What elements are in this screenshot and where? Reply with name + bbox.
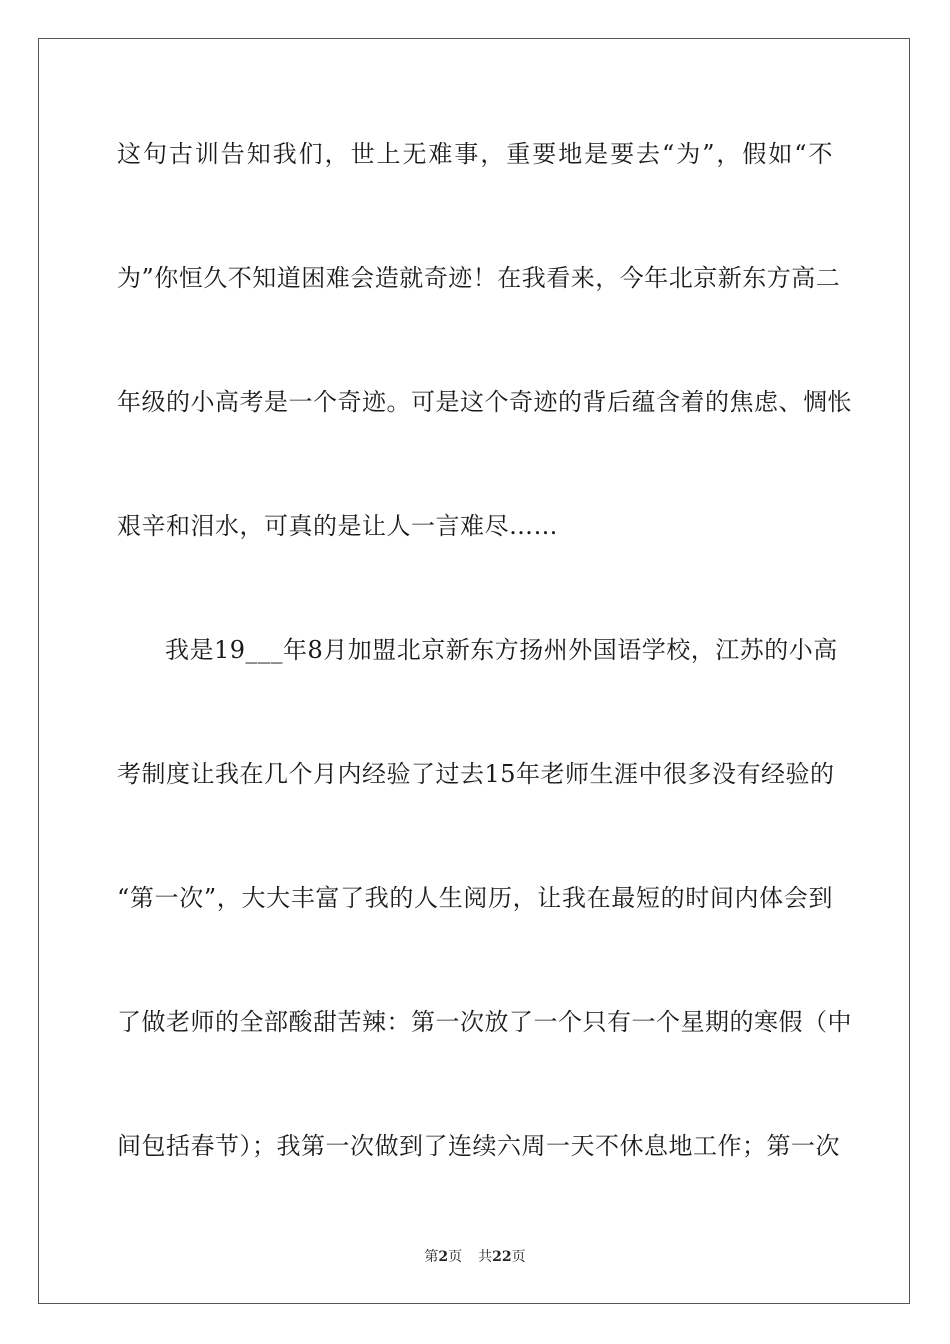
body-text-line-3: 年级的小高考是一个奇迹。可是这个奇迹的背后蕴含着的焦虑、惆怅 bbox=[117, 388, 852, 416]
body-text-line-9: 间包括春节）；我第一次做到了连续六周一天不休息地工作；第一次 bbox=[117, 1132, 840, 1160]
footer-total-pages: 22 bbox=[492, 1249, 512, 1265]
footer-page-number: 2 bbox=[438, 1249, 449, 1265]
body-text-line-5: 我是19___年8月加盟北京新东方扬州外国语学校，江苏的小高 bbox=[165, 636, 838, 664]
body-text-line-1: 这句古训告知我们，世上无难事，重要地是要去“为”，假如“不 bbox=[117, 140, 833, 168]
footer-total-prefix: 共 bbox=[478, 1249, 493, 1265]
footer-page-prefix: 第 bbox=[424, 1249, 439, 1265]
body-text-line-8: 了做老师的全部酸甜苦辣：第一次放了一个只有一个星期的寒假（中 bbox=[117, 1008, 852, 1036]
body-text-line-6: 考制度让我在几个月内经验了过去15年老师生涯中很多没有经验的 bbox=[117, 760, 835, 788]
page-border bbox=[38, 38, 910, 1304]
footer-page-suffix: 页 bbox=[448, 1249, 463, 1265]
body-text-line-4: 艰辛和泪水，可真的是让人一言难尽…… bbox=[117, 512, 558, 540]
body-text-line-2: 为”你恒久不知道困难会造就奇迹！在我看来，今年北京新东方高二 bbox=[117, 264, 841, 292]
body-text-line-7: “第一次”，大大丰富了我的人生阅历，让我在最短的时间内体会到 bbox=[117, 884, 833, 912]
page-footer bbox=[0, 1247, 950, 1267]
footer-total-suffix: 页 bbox=[511, 1249, 526, 1265]
